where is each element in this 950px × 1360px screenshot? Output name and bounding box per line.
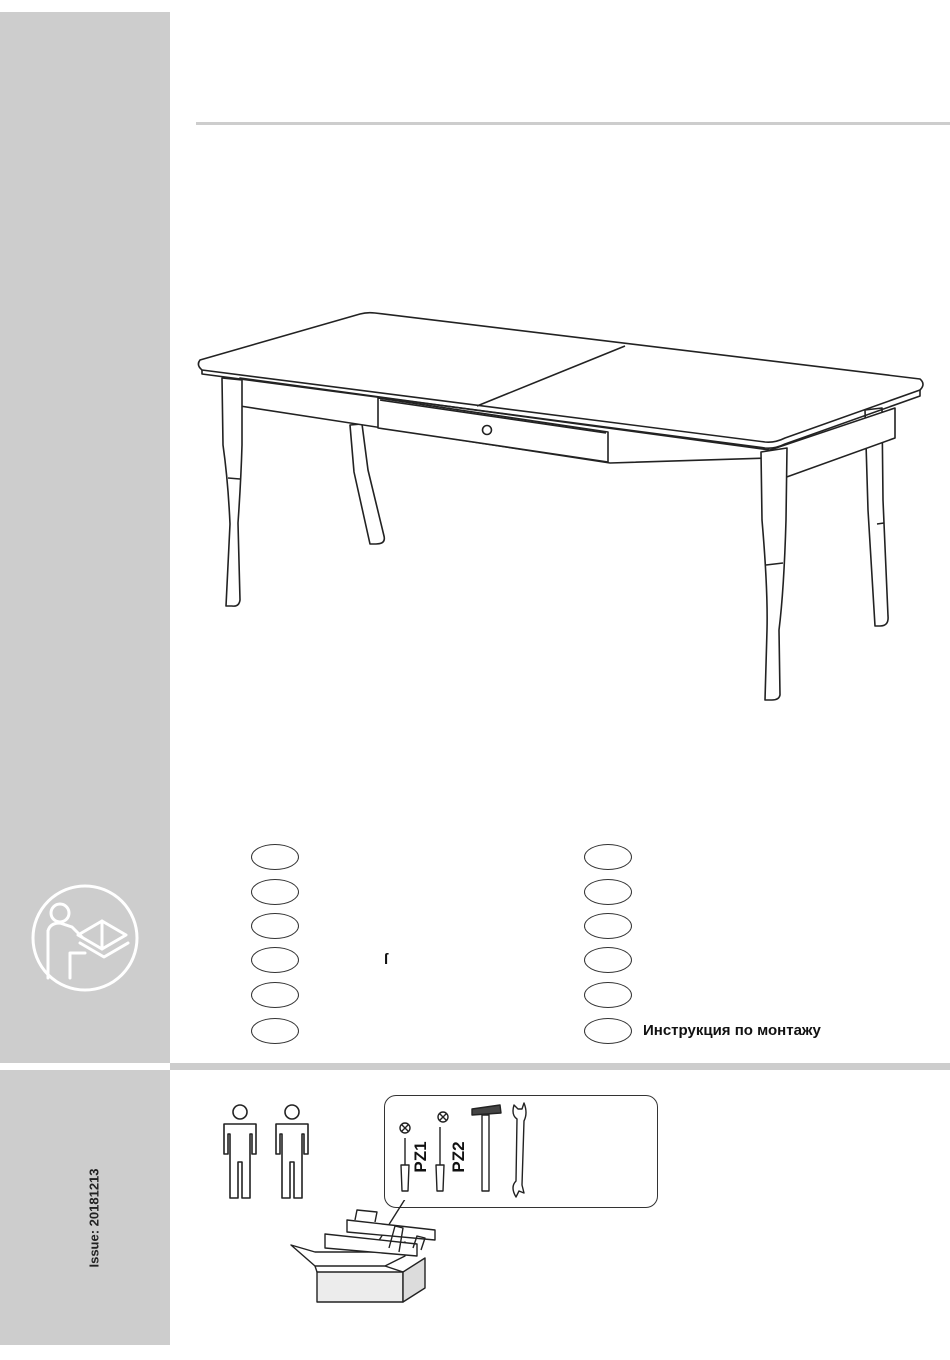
language-oval-left-2 <box>251 879 299 905</box>
language-oval-right-3 <box>584 913 632 939</box>
language-oval-right-4 <box>584 947 632 973</box>
screwdriver-pz1-icon <box>400 1123 410 1191</box>
two-persons-icon <box>210 1098 320 1204</box>
header-rule <box>196 122 950 125</box>
toolbox-icon <box>285 1200 445 1310</box>
dining-table-illustration <box>190 300 930 710</box>
screwdriver-pz2-label: PZ2 <box>449 1141 468 1173</box>
screwdriver-pz2-icon <box>436 1112 448 1191</box>
language-oval-left-5 <box>251 982 299 1008</box>
language-oval-left-1 <box>251 844 299 870</box>
language-oval-left-4 <box>251 947 299 973</box>
language-oval-right-1 <box>584 844 632 870</box>
language-text-right-6: Инструкция по монтажу <box>643 1022 821 1039</box>
issue-date: Issue: 20181213 <box>86 1168 102 1268</box>
language-oval-right-5 <box>584 982 632 1008</box>
language-text-left-4: ſ <box>384 951 389 968</box>
language-oval-left-3 <box>251 913 299 939</box>
section-divider <box>170 1063 950 1070</box>
sidebar-bottom <box>0 1070 170 1345</box>
wrench-icon <box>513 1103 526 1197</box>
language-oval-right-6 <box>584 1018 632 1044</box>
language-oval-left-6 <box>251 1018 299 1044</box>
language-oval-right-2 <box>584 879 632 905</box>
read-instructions-icon <box>30 883 140 993</box>
screwdriver-pz1-label: PZ1 <box>411 1141 430 1173</box>
hammer-icon <box>472 1105 501 1191</box>
